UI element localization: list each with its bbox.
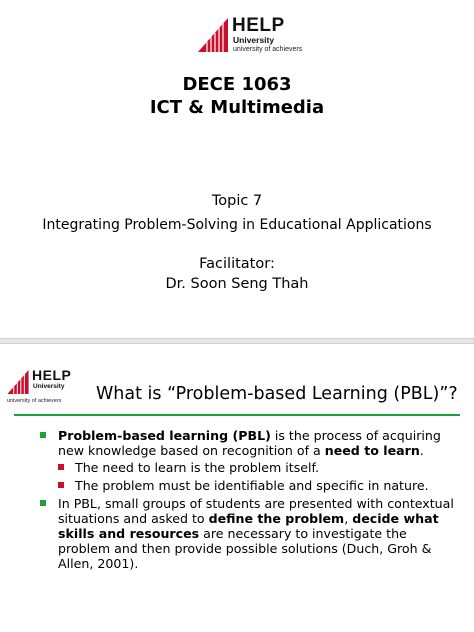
bullet-text: In PBL, small groups of students are presented with contextual situations and asked to: [58, 496, 454, 526]
sub-bullet-item: [58, 460, 460, 475]
topic-title: Integrating Problem-Solving in Educational Applications: [42, 217, 432, 233]
title-rule: [14, 414, 460, 416]
content-slide: [0, 344, 474, 632]
slide-title: What is “Problem-based Learning (PBL)”?: [96, 384, 458, 404]
sub-bullet-item: [58, 478, 460, 493]
facilitator-name: Dr. Soon Seng Thah: [165, 276, 309, 292]
logo-tagline: university of achievers: [233, 46, 303, 53]
bullet-bold-text: define the problem: [208, 511, 345, 526]
logo-name: HELP: [232, 15, 285, 36]
bullet-text: is the process of acquiring new knowledge based on recognition of a: [58, 428, 441, 458]
logo-sub: University: [233, 35, 275, 45]
bullet-bold-text: decide what skills and resources: [58, 511, 439, 541]
bullet-text: ,: [344, 511, 353, 526]
sub-bullet-text: The need to learn is the problem itself.: [75, 460, 320, 475]
green-square-bullet-icon: [40, 432, 46, 438]
course-name: ICT & Multimedia: [149, 97, 325, 118]
bullet-item: [40, 428, 460, 458]
logo-name: HELP: [32, 367, 72, 383]
logo-tagline: university of achievers: [7, 398, 62, 404]
bullet-bold-text: Problem-based learning (PBL): [58, 428, 271, 443]
red-square-bullet-icon: [58, 482, 64, 488]
bullet-text: .: [419, 443, 424, 458]
help-university-logo-small: [6, 368, 72, 404]
sub-bullet-text: The problem must be identifiable and specific in nature.: [75, 478, 429, 493]
topic-number: Topic 7: [211, 193, 263, 209]
bullet-text: are necessary to investigate the problem and then provide possible solutions (Duch, Groh & Allen, 2001).: [58, 526, 432, 571]
bullet-bold-text: need to learn: [324, 443, 420, 458]
green-square-bullet-icon: [40, 500, 46, 506]
bullet-list: [40, 428, 460, 573]
help-logo-mark-icon: [6, 368, 30, 396]
course-code: DECE 1063: [182, 74, 292, 95]
facilitator-label: Facilitator:: [199, 256, 275, 272]
bullet-item: [40, 496, 460, 571]
logo-sub: University: [33, 383, 65, 390]
help-logo-mark-icon: [196, 16, 230, 54]
help-university-logo: [196, 15, 303, 60]
red-square-bullet-icon: [58, 464, 64, 470]
